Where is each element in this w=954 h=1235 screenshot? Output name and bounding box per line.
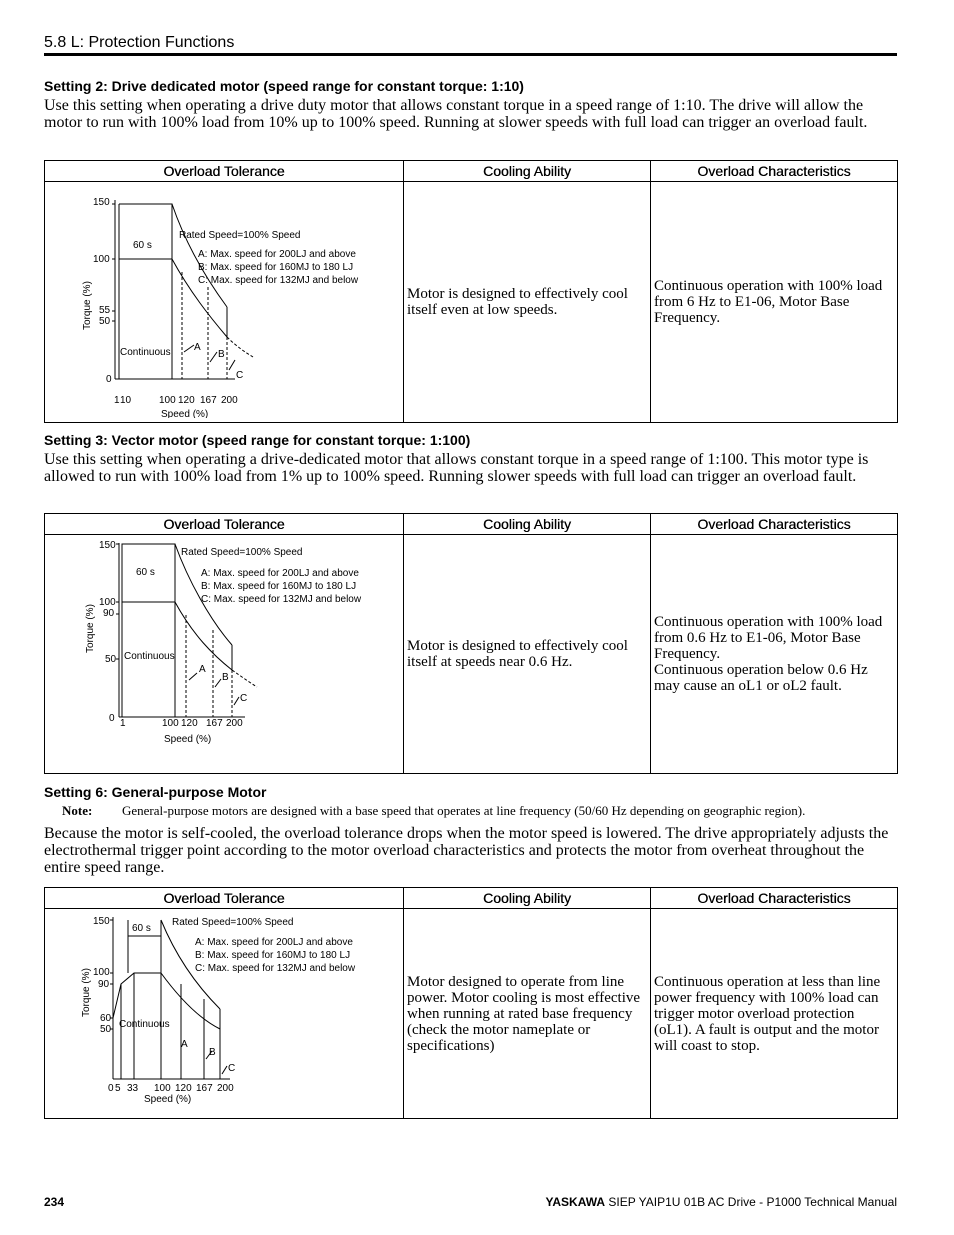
manual-name: SIEP YAIP1U 01B AC Drive - P1000 Technical Manual [605, 1195, 897, 1209]
y-tick-150: 150 [99, 540, 116, 551]
y-tick-0: 0 [106, 374, 112, 385]
time-label: 60 s [133, 240, 152, 251]
setting3-body: Use this setting when operating a drive-dedicated motor that allows constant torque in a speed range of 1:100. This motor type is allowed to run with 100% load from 1% up to 100% speed. Running slower speeds with full load can trigger an overload fault. [44, 451, 869, 485]
time-label: 60 s [136, 567, 155, 578]
overload-characteristics-cell: Continuous operation with 100% load from 6 Hz to E1-06, Motor Base Frequency. [651, 182, 898, 423]
x-tick-120: 120 [175, 1083, 192, 1094]
continuous-label: Continuous [124, 651, 175, 662]
x-tick-0: 0 [108, 1083, 114, 1094]
setting2-body: Use this setting when operating a drive duty motor that allows constant torque in a speed range of 1:10. The drive will allow the motor to run with 100% load from 10% up to 100% speed. Running at slower speeds with full load can trigger an overload fault. [44, 97, 868, 131]
cooling-ability-cell: Motor is designed to effectively cool itself even at low speeds. [404, 182, 651, 423]
x-tick-100: 100 [159, 395, 176, 406]
setting6-table [44, 887, 898, 1119]
x-tick-100: 100 [154, 1083, 171, 1094]
header-overload-tolerance: Overload Tolerance [45, 888, 404, 909]
header-overload-characteristics: Overload Characteristics [651, 888, 898, 909]
y-tick-90: 90 [103, 608, 115, 619]
x-axis-label: Speed (%) [164, 734, 212, 745]
overload-characteristics-cell [651, 535, 898, 774]
x-tick-120: 120 [178, 395, 195, 406]
y-tick-60: 60 [100, 1013, 112, 1024]
cooling-ability-cell: Motor is designed to effectively cool itself at speeds near 0.6 Hz. [404, 535, 651, 774]
legend-a: A: Max. speed for 200LJ and above [198, 249, 356, 260]
label-c: C [228, 1063, 236, 1074]
label-a: A [181, 1039, 188, 1050]
x-tick-5: 5 [115, 1083, 121, 1094]
overload-graph [45, 535, 403, 769]
header-overload-characteristics: Overload Characteristics [651, 514, 898, 535]
header-cooling-ability: Cooling Ability [404, 514, 651, 535]
y-tick-55: 55 [99, 305, 111, 316]
label-a: A [194, 342, 201, 353]
continuous-label: Continuous [120, 347, 171, 358]
header-overload-tolerance: Overload Tolerance [45, 161, 404, 182]
y-tick-50: 50 [100, 1024, 112, 1035]
overload-graph [45, 182, 403, 418]
legend-b: B: Max. speed for 160MJ to 180 LJ [198, 262, 354, 273]
rated-speed-label: Rated Speed=100% Speed [181, 547, 303, 558]
x-tick-120: 120 [181, 718, 198, 729]
y-tick-100: 100 [99, 597, 116, 608]
x-tick-167: 167 [206, 718, 223, 729]
legend-c: C: Max. speed for 132MJ and below [198, 275, 359, 286]
continuous-label: Continuous [119, 1019, 170, 1030]
brand-name: YASKAWA [545, 1195, 606, 1209]
overload-characteristics-cell: Continuous operation at less than line power frequency with 100% load can trigger motor overload protection (oL1). A fault is output and the motor will coast to stop. [651, 909, 898, 1119]
label-b: B [218, 349, 225, 360]
y-axis-label: Torque (%) [81, 968, 92, 1017]
rated-speed-label: Rated Speed=100% Speed [179, 230, 301, 241]
label-b: B [222, 672, 229, 683]
cooling-ability-cell: Motor designed to operate from line power. Motor cooling is most effective when running at rated base frequency (check the motor nameplate or specifications) [404, 909, 651, 1119]
legend-b: B: Max. speed for 160MJ to 180 LJ [201, 581, 357, 592]
x-tick-33: 33 [127, 1083, 139, 1094]
y-tick-50: 50 [105, 654, 117, 665]
note-text: General-purpose motors are designed with a base speed that operates at line frequency (50/60 Hz depending on geographic region). [122, 803, 806, 818]
overload-graph [45, 909, 403, 1114]
legend-b: B: Max. speed for 160MJ to 180 LJ [195, 950, 351, 961]
y-tick-150: 150 [93, 916, 110, 927]
y-tick-100: 100 [93, 254, 110, 265]
y-tick-100: 100 [93, 967, 110, 978]
manual-title [545, 1195, 897, 1209]
y-tick-150: 150 [93, 197, 110, 208]
x-tick-1: 1 [120, 718, 126, 729]
rated-speed-label: Rated Speed=100% Speed [172, 917, 294, 928]
label-b: B [209, 1047, 216, 1058]
x-tick-200: 200 [226, 718, 243, 729]
overload-graph-cell [45, 182, 404, 423]
legend-c: C: Max. speed for 132MJ and below [195, 963, 356, 974]
x-tick-167: 167 [196, 1083, 213, 1094]
x-tick-200: 200 [217, 1083, 234, 1094]
legend-c: C: Max. speed for 132MJ and below [201, 594, 362, 605]
label-c: C [240, 693, 248, 704]
label-c: C [236, 370, 244, 381]
x-axis-label: Speed (%) [161, 409, 209, 418]
header-overload-tolerance: Overload Tolerance [45, 514, 404, 535]
setting3-heading: Setting 3: Vector motor (speed range for constant torque: 1:100) [44, 432, 471, 448]
x-tick-167: 167 [200, 395, 217, 406]
legend-a: A: Max. speed for 200LJ and above [201, 568, 359, 579]
note [62, 803, 805, 819]
page-number: 234 [44, 1195, 65, 1209]
setting2-heading: Setting 2: Drive dedicated motor (speed range for constant torque: 1:10) [44, 78, 524, 94]
label-a: A [199, 664, 206, 675]
characteristics-line-1: Continuous operation with 100% load from 0.6 Hz to E1-06, Motor Base Frequency. [654, 614, 883, 662]
y-axis-label: Torque (%) [82, 281, 93, 330]
overload-graph-cell [45, 535, 404, 774]
header-cooling-ability: Cooling Ability [404, 888, 651, 909]
x-tick-100: 100 [162, 718, 179, 729]
section-header: 5.8 L: Protection Functions [44, 34, 897, 56]
time-label: 60 s [132, 923, 151, 934]
setting6-body: Because the motor is self-cooled, the overload tolerance drops when the motor speed is lowered. The drive appropriately adjusts the electrothermal trigger point according to the motor overload characteristics and protects the motor from overheat throughout the entire speed range. [44, 825, 889, 876]
x-tick-200: 200 [221, 395, 238, 406]
characteristics-line-2: Continuous operation below 0.6 Hz may cause an oL1 or oL2 fault. [654, 662, 868, 694]
x-tick-10: 10 [120, 395, 132, 406]
x-axis-label: Speed (%) [144, 1094, 192, 1105]
overload-graph-cell [45, 909, 404, 1119]
y-tick-0: 0 [109, 713, 115, 724]
y-axis-label: Torque (%) [85, 604, 96, 653]
note-label: Note: [62, 803, 93, 818]
header-overload-characteristics: Overload Characteristics [651, 161, 898, 182]
setting2-table [44, 160, 898, 423]
header-cooling-ability: Cooling Ability [404, 161, 651, 182]
y-tick-90: 90 [98, 979, 110, 990]
setting6-heading: Setting 6: General-purpose Motor [44, 784, 267, 800]
x-tick-1: 1 [114, 395, 120, 406]
y-tick-50: 50 [99, 316, 111, 327]
legend-a: A: Max. speed for 200LJ and above [195, 937, 353, 948]
setting3-table [44, 513, 898, 774]
